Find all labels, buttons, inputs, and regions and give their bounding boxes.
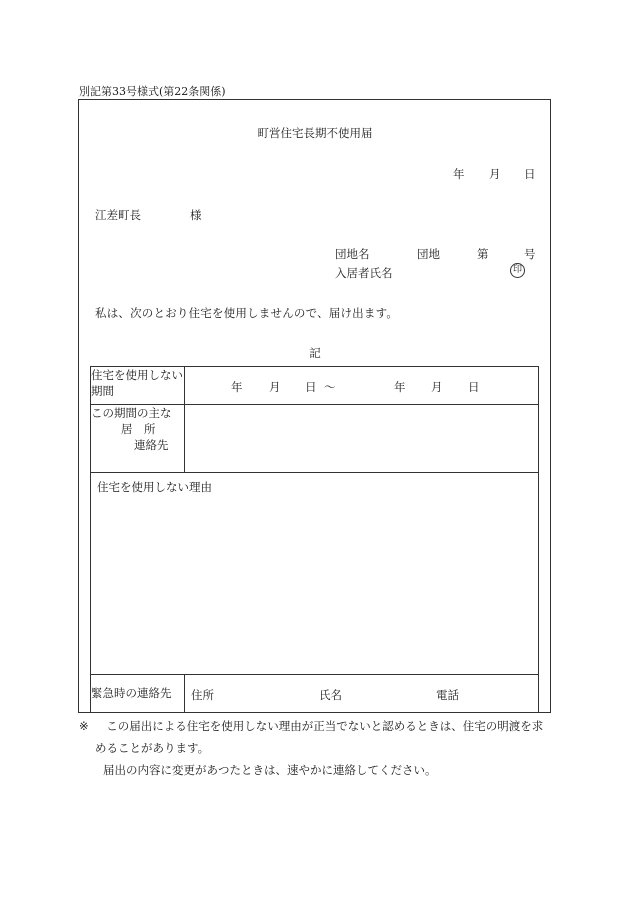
danchi-unit: 団地 — [417, 247, 440, 261]
seal-mark: 印 — [510, 263, 525, 278]
period-month-1: 月 — [269, 380, 281, 394]
residence-label-2: 居 所 — [121, 422, 156, 436]
details-table — [90, 366, 539, 713]
form-reference: 別記第33号様式(第22条関係) — [79, 85, 226, 98]
note-1 — [79, 718, 543, 734]
period-label: 住宅を使用しない期間 — [91, 367, 185, 405]
note-1-line-2: めることがあります。 — [95, 741, 210, 755]
intro-text: 私は、次のとおり住宅を使用しませんので、届け出ます。 — [95, 306, 399, 320]
date-month: 月 — [489, 167, 501, 181]
date-year: 年 — [453, 167, 465, 181]
emergency-name: 氏名 — [319, 688, 342, 702]
note-2: 届出の内容に変更があつたときは、速やかに連絡してください。 — [103, 763, 437, 777]
form-title: 町営住宅長期不使用届 — [257, 126, 373, 140]
period-tilde: ～ — [324, 380, 336, 394]
resident-label: 入居者氏名 — [335, 266, 393, 280]
danchi-dai: 第 — [477, 247, 489, 261]
residence-label — [91, 405, 185, 473]
reason-field[interactable] — [91, 473, 539, 675]
period-field[interactable] — [185, 367, 539, 405]
note-1-line-1: この届出による住宅を使用しない理由が正当でないと認めるときは、住宅の明渡を求 — [106, 719, 544, 733]
period-day-2: 日 — [468, 380, 480, 394]
danchi-label: 団地名 — [335, 247, 370, 261]
period-year-1: 年 — [231, 380, 243, 394]
addressee-suffix: 様 — [190, 208, 202, 222]
emergency-address: 住所 — [191, 688, 214, 702]
reason-label: 住宅を使用しない理由 — [97, 480, 212, 494]
period-month-2: 月 — [431, 380, 443, 394]
note-mark: ※ — [79, 719, 89, 733]
emergency-phone: 電話 — [436, 688, 459, 702]
residence-field[interactable] — [185, 405, 539, 473]
period-day-1: 日 — [305, 380, 317, 394]
addressee-name: 江差町長 — [95, 208, 141, 222]
residence-label-1: この期間の主な — [91, 406, 172, 420]
emergency-label: 緊急時の連絡先 — [91, 675, 185, 713]
period-year-2: 年 — [394, 380, 406, 394]
ki-heading: 記 — [309, 346, 321, 360]
date-day: 日 — [524, 167, 536, 181]
emergency-field[interactable] — [185, 675, 539, 713]
danchi-go: 号 — [524, 247, 536, 261]
residence-label-3: 連絡先 — [134, 438, 169, 452]
